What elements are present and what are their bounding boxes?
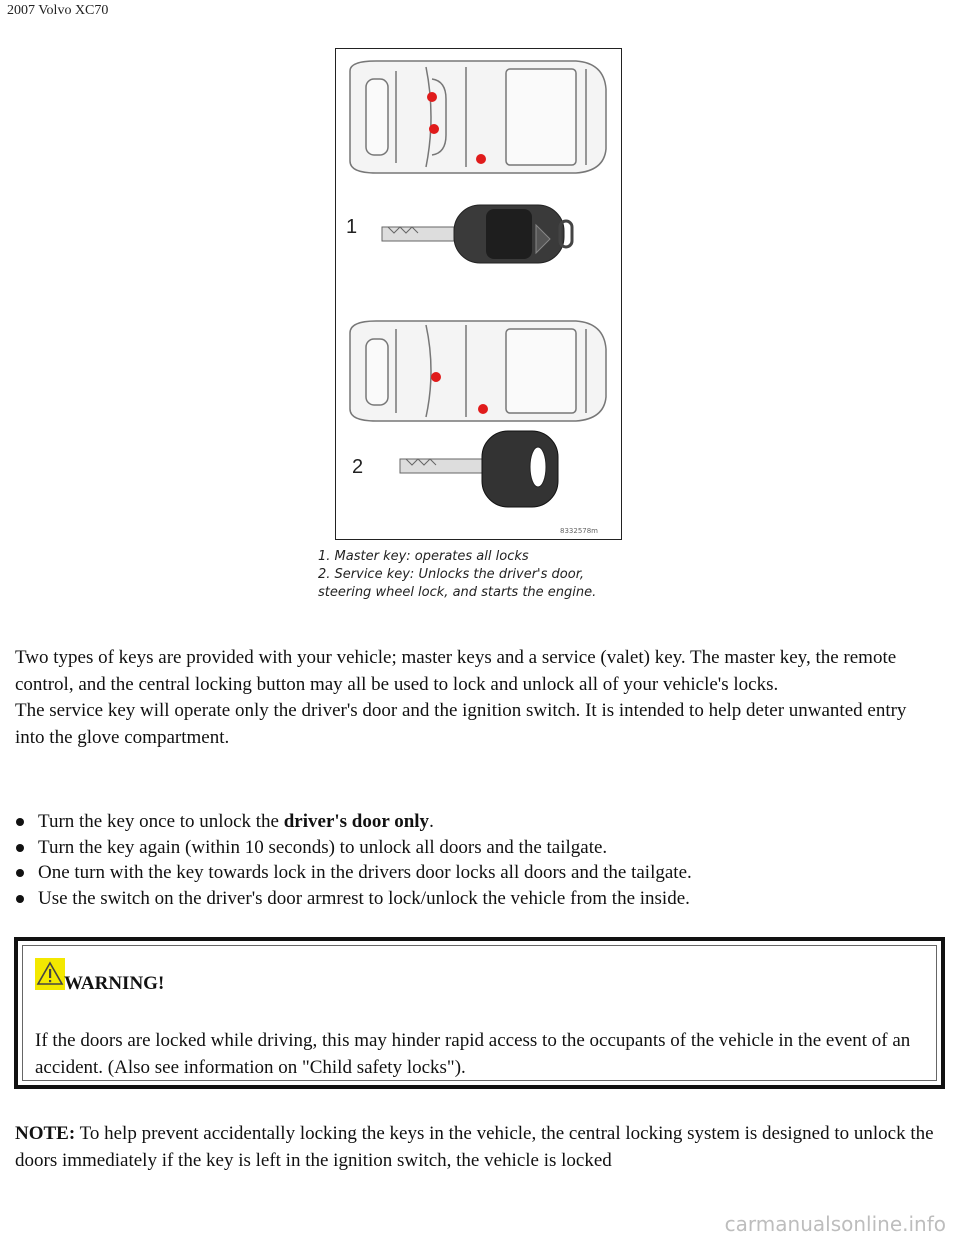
lock-dot: [478, 404, 488, 414]
list-item: Turn the key once to unlock the driver's door only.: [15, 809, 940, 835]
warning-text: If the doors are locked while driving, this may hinder rapid access to the occupants of the vehicle in the event of an accident. (Also see information on "Child safety locks").: [35, 1030, 911, 1078]
figure-label-2: 2: [352, 456, 364, 478]
watermark: carmanualsonline.info: [724, 1212, 946, 1236]
bullet-icon: [16, 844, 24, 852]
caption-line: steering wheel lock, and starts the engine.: [318, 585, 597, 600]
list-item: Use the switch on the driver's door armrest to lock/unlock the vehicle from the inside.: [15, 886, 940, 912]
list-item: One turn with the key towards lock in the drivers door locks all doors and the tailgate.: [15, 860, 940, 886]
bullet-icon: [16, 895, 24, 903]
note-text: To help prevent accidentally locking the keys in the vehicle, the central locking system is designed to unlock the doors immediately if the key is left in the ignition switch, the vehicle is locked: [15, 1123, 934, 1171]
list-item: Turn the key again (within 10 seconds) to unlock all doors and the tailgate.: [15, 835, 940, 861]
figure-label-1: 1: [346, 216, 358, 238]
paragraph-keys-intro: Two types of keys are provided with your vehicle; master keys and a service (valet) key. The master key, the remote control, and the central locking button may all be used to lock and unlock all of your vehicle's locks.: [15, 647, 897, 695]
paragraph-service-key: The service key will operate only the driver's door and the ignition switch. It is intended to help deter unwanted entry into the glove compartment.: [15, 700, 907, 748]
warning-icon: [35, 958, 65, 990]
bullet-icon: [16, 818, 24, 826]
lock-dot: [431, 372, 441, 382]
key-illustration-drawing: [336, 49, 620, 538]
instruction-list: [15, 809, 940, 911]
note-paragraph: [15, 1120, 940, 1174]
lock-dot: [429, 124, 439, 134]
master-key-drawing: [382, 205, 572, 263]
caption-line: 2. Service key: Unlocks the driver's door,: [318, 567, 584, 582]
lock-dot: [476, 154, 486, 164]
caption-line: 1. Master key: operates all locks: [318, 549, 529, 564]
figure-caption: [318, 548, 648, 612]
bullet-icon: [16, 869, 24, 877]
key-illustration: [335, 48, 622, 540]
body-text: [15, 645, 940, 751]
warning-box: [14, 937, 945, 1089]
page-header-title: 2007 Volvo XC70: [7, 3, 109, 18]
service-key-drawing: [400, 431, 558, 507]
image-code: 8332578m: [560, 527, 598, 535]
note-label: NOTE:: [15, 1123, 76, 1144]
car-top-view-2: [350, 321, 606, 421]
lock-dot: [427, 92, 437, 102]
warning-heading: WARNING!: [64, 973, 165, 994]
